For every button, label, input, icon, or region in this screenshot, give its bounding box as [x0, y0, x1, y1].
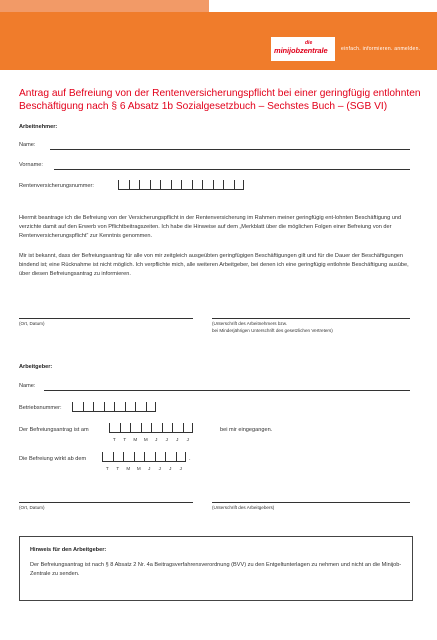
employee-name-field[interactable] [50, 149, 410, 150]
effective-date-field[interactable] [102, 452, 186, 462]
logo-prefix: die [305, 40, 313, 46]
received-date-format: T T M M J J J J [112, 437, 189, 442]
employer-hint-box [19, 536, 413, 601]
effective-date-suffix: . [189, 456, 191, 462]
hint-text: Der Befreiungsantrag ist nach § 8 Absatz 2 Nr. 4a Beitragsverfahrensverordnung (BVV) zu den Entgeltunterlagen zu nehmen und nicht an die Minijob-Zentrale zu senden. [30, 562, 402, 577]
declaration-paragraph-1: Hiermit beantrage ich die Befreiung von der Versicherungspflicht in der Rentenversicherung im Rahmen meiner geringfügig ent-lohnten Beschäftigung und verzichte damit auf den Erwerb von Pflichtbeitragszeiten. Ich habe die Hinweise auf dem „Merkblatt über die möglichen Folgen einer Befreiung von der Rentenversicherungspflicht“ zur Kenntnis genommen. [19, 215, 402, 239]
employee-signature-caption: (Unterschrift des Arbeitnehmers bzw. [212, 321, 288, 326]
employee-place-date-caption: (Ort, Datum) [19, 321, 45, 326]
hint-title: Hinweis für den Arbeitgeber: [30, 547, 107, 553]
pension-number-field[interactable] [118, 180, 244, 190]
effective-date-label: Die Befreiung wirkt ab dem [19, 456, 87, 462]
header-bar [0, 12, 437, 70]
pension-number-label: Rentenversicherungsnummer: [19, 183, 94, 189]
received-date-field[interactable] [109, 423, 193, 433]
received-date-label: Der Befreiungsantrag ist am [19, 427, 89, 433]
declaration-paragraph-2: Mir ist bekannt, dass der Befreiungsantrag für alle von mir zeitgleich ausgeübten geringfügigen Beschäftigungen gilt und für die Dauer der Beschäftigungen bindend ist; eine Rücknahme ist nicht möglich. Ich verpflichte mich, alle weiteren Arbeitgeber, bei denen ich eine geringfügig entlohnte Beschäftigung ausübe, über diesen Befreiungsantrag zu informieren. [19, 253, 409, 277]
employee-place-date-field[interactable] [19, 318, 193, 319]
employer-heading: Arbeitgeber: [19, 364, 53, 370]
effective-date-format: T T M M J J J J [105, 466, 182, 471]
header-accent-strip [0, 0, 209, 12]
employee-firstname-field[interactable] [54, 169, 410, 170]
employee-firstname-label: Vorname: [19, 162, 43, 168]
header-tagline: einfach. informieren. anmelden. [341, 46, 421, 52]
company-number-field[interactable] [72, 402, 156, 412]
employer-place-date-field[interactable] [19, 502, 193, 503]
employer-name-field[interactable] [44, 390, 410, 391]
company-number-label: Betriebsnummer: [19, 405, 62, 411]
employee-signature-field[interactable] [212, 318, 410, 319]
received-date-suffix: bei mir eingegangen. [220, 427, 273, 433]
employee-signature-caption-2: bei Minderjährigen Unterschrift des gesetzlichen Vertreters) [212, 328, 333, 333]
employer-signature-caption: (Unterschrift des Arbeitgebers) [212, 505, 275, 510]
employer-name-label: Name: [19, 383, 36, 389]
employee-heading: Arbeitnehmer: [19, 124, 58, 130]
employer-place-date-caption: (Ort, Datum) [19, 505, 45, 510]
employer-signature-field[interactable] [212, 502, 410, 503]
employee-name-label: Name: [19, 142, 36, 148]
logo-name: minijobzentrale [274, 46, 328, 55]
page-title: Antrag auf Befreiung von der Rentenversicherungspflicht bei einer geringfügig entlohnten Beschäftigung nach § 6 Absatz 1b Sozialgesetzbuch – Sechstes Buch – (SGB VI) [19, 88, 421, 112]
